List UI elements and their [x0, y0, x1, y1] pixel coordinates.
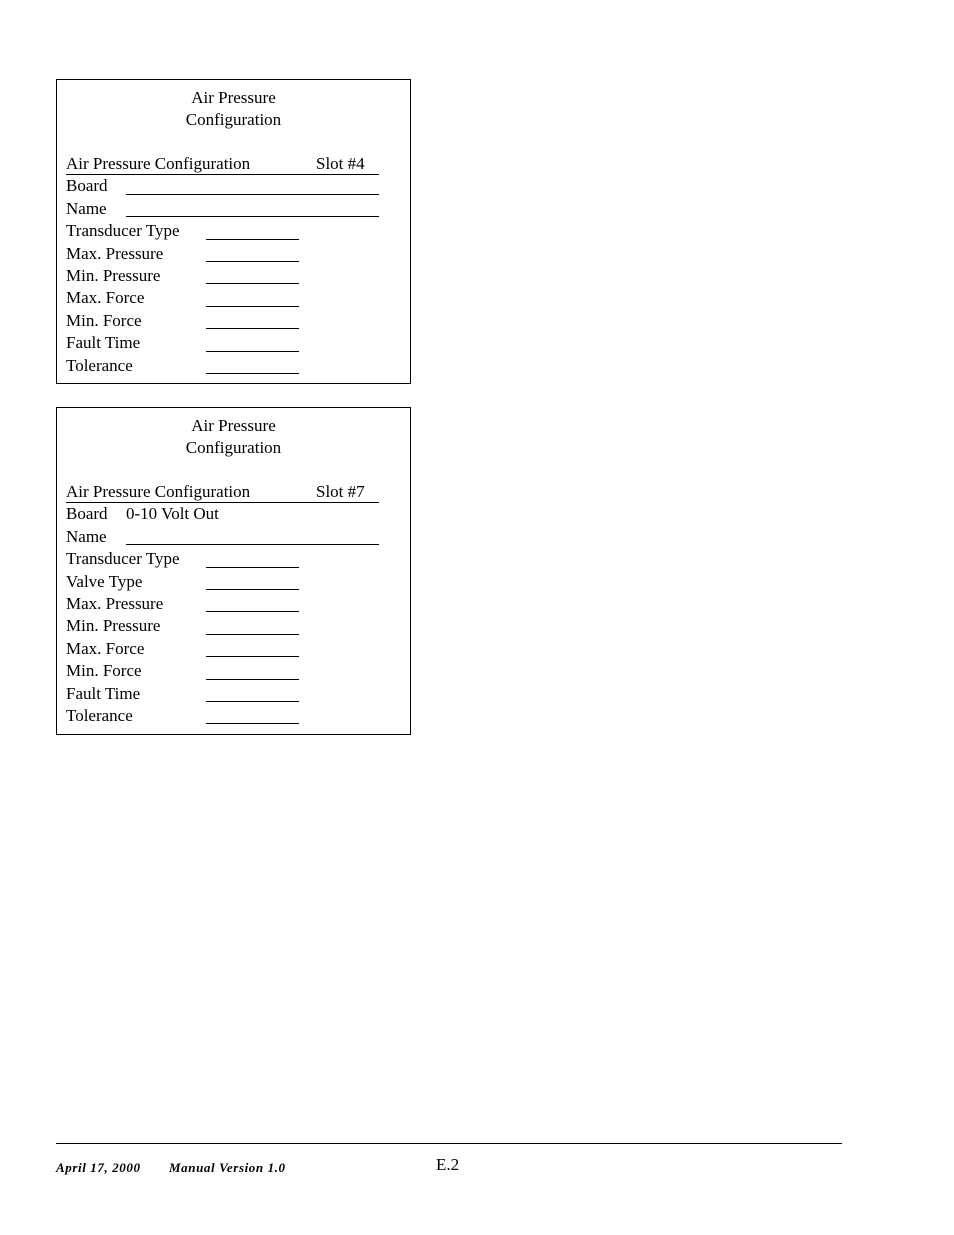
field-label: Max. Force [66, 638, 145, 658]
slot-label: Slot #7 [316, 482, 365, 501]
board-row [66, 175, 410, 197]
field-label: Fault Time [66, 683, 141, 703]
field-row [66, 660, 410, 682]
field-blank[interactable] [206, 351, 299, 352]
field-label: Tolerance [66, 355, 133, 375]
field-blank[interactable] [206, 373, 299, 374]
field-blank[interactable] [206, 283, 299, 284]
board-value: 0-10 Volt Out [126, 504, 219, 524]
panel-title-line1: Air Pressure [191, 416, 276, 435]
name-label: Name [66, 526, 107, 546]
panel-title-line1: Air Pressure [191, 88, 276, 107]
panel-title-line2: Configuration [185, 438, 282, 458]
field-label: Max. Force [66, 288, 145, 308]
panel-title [57, 87, 410, 132]
page-number: E.2 [436, 1155, 460, 1174]
footer-date: April 17, 2000 [56, 1160, 141, 1175]
field-row [66, 243, 410, 265]
field-row [66, 705, 410, 727]
field-row [66, 593, 410, 615]
field-blank[interactable] [206, 679, 299, 680]
field-label: Min. Force [66, 661, 142, 681]
field-label: Valve Type [66, 571, 143, 591]
field-blank[interactable] [206, 634, 299, 635]
field-label: Min. Pressure [66, 265, 161, 285]
field-row [66, 571, 410, 593]
name-field[interactable] [126, 544, 379, 545]
field-row [66, 332, 410, 354]
field-blank[interactable] [206, 656, 299, 657]
panel-header-row [66, 481, 410, 503]
field-label: Max. Pressure [66, 593, 164, 613]
field-label: Max. Pressure [66, 243, 164, 263]
field-row [66, 355, 410, 377]
field-row [66, 310, 410, 332]
field-label: Tolerance [66, 705, 133, 725]
board-field[interactable] [126, 194, 379, 195]
field-label: Fault Time [66, 333, 141, 353]
field-blank[interactable] [206, 611, 299, 612]
field-row [66, 683, 410, 705]
panel-header-label: Air Pressure Configuration [66, 154, 251, 173]
field-label: Transducer Type [66, 221, 180, 241]
field-blank[interactable] [206, 589, 299, 590]
name-row [66, 198, 410, 220]
field-row [66, 287, 410, 309]
field-row [66, 638, 410, 660]
name-row [66, 526, 410, 548]
name-label: Name [66, 198, 107, 218]
footer-divider [56, 1143, 842, 1144]
field-blank[interactable] [206, 701, 299, 702]
field-blank[interactable] [206, 306, 299, 307]
slot-label: Slot #4 [316, 154, 365, 173]
field-row [66, 220, 410, 242]
config-panel-slot-7 [56, 407, 411, 735]
name-field[interactable] [126, 216, 379, 217]
board-label: Board [66, 504, 108, 524]
field-row [66, 615, 410, 637]
field-row [66, 548, 410, 570]
field-blank[interactable] [206, 239, 299, 240]
panel-title-line2: Configuration [185, 110, 282, 130]
field-row [66, 265, 410, 287]
field-blank[interactable] [206, 328, 299, 329]
panel-title [57, 415, 410, 460]
field-blank[interactable] [206, 261, 299, 262]
config-panel-slot-4 [56, 79, 411, 384]
board-row [66, 503, 410, 525]
field-label: Min. Force [66, 310, 142, 330]
board-label: Board [66, 176, 108, 196]
panel-header-label: Air Pressure Configuration [66, 482, 251, 501]
field-blank[interactable] [206, 723, 299, 724]
field-label: Transducer Type [66, 549, 180, 569]
footer-version: Manual Version 1.0 [169, 1160, 286, 1175]
panel-header-row [66, 153, 410, 175]
field-label: Min. Pressure [66, 616, 161, 636]
field-blank[interactable] [206, 567, 299, 568]
